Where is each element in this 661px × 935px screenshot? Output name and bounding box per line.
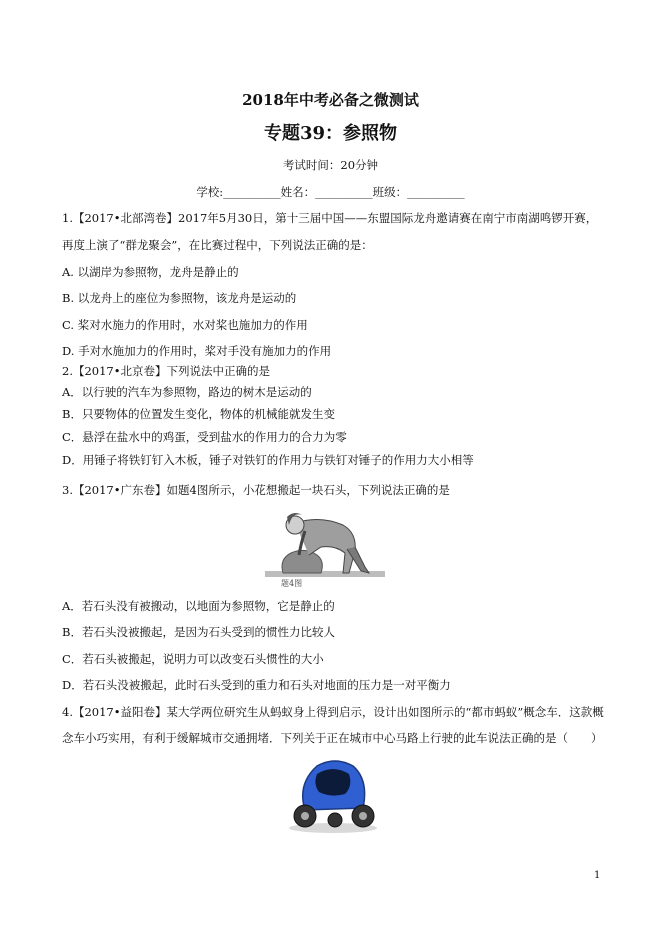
- q1-option-a: A. 以湖岸为参照物，龙舟是静止的: [62, 265, 239, 279]
- page-number: 1: [594, 870, 601, 881]
- q2-option-b: B．只要物体的位置发生变化，物体的机械能就发生变: [62, 407, 335, 421]
- q3-option-a: A．若石头没有被搬动，以地面为参照物，它是静止的: [62, 599, 335, 613]
- q3-stem: 3.【2017•广东卷】如题4图所示，小花想搬起一块石头，下列说法正确的是: [62, 483, 450, 497]
- q1-option-b: B. 以龙舟上的座位为参照物，该龙舟是运动的: [62, 291, 297, 305]
- exam-time: 考试时间：20分钟: [282, 158, 379, 172]
- q3-option-d: D．若石头没被搬起，此时石头受到的重力和石头对地面的压力是一对平衡力: [62, 678, 451, 692]
- q4-stem-line-1: 4.【2017•益阳卷】某大学两位研究生从蚂蚁身上得到启示，设计出如图所示的“都市蚂蚁”概念车．这款概: [62, 705, 604, 719]
- concept-car-illustration: [283, 754, 383, 834]
- q2-option-c: C．悬浮在盐水中的鸡蛋，受到盐水的作用力的合力为零: [62, 430, 347, 444]
- figure-caption: 题4图: [281, 579, 303, 588]
- q2-option-d: D．用锤子将铁钉钉入木板，锤子对铁钉的作用力与铁钉对锤子的作用力大小相等: [62, 453, 474, 467]
- q2-stem: 2.【2017•北京卷】下列说法中正确的是: [62, 364, 271, 378]
- student-info-line: 学校:__________姓名：__________班级：__________: [196, 185, 465, 199]
- doc-subtitle: 专题39：参照物: [263, 123, 398, 144]
- q1-stem-line-2: 再度上演了“群龙聚会”，在比赛过程中，下列说法正确的是：: [62, 238, 373, 252]
- q3-option-c: C．若石头被搬起，说明力可以改变石头惯性的大小: [62, 652, 324, 666]
- q2-option-a: A．以行驶的汽车为参照物，路边的树木是运动的: [62, 385, 312, 399]
- q4-stem-line-2: 念车小巧实用，有利于缓解城市交通拥堵．下列关于正在城市中心马路上行驶的此车说法正确的是（ ）: [62, 731, 603, 745]
- q1-option-d: D. 手对水施加力的作用时，桨对手没有施加力的作用: [62, 344, 332, 358]
- q3-option-b: B．若石头没被搬起，是因为石头受到的惯性力比较人: [62, 625, 335, 639]
- doc-title: 2018年中考必备之微测试: [242, 91, 419, 109]
- figure-ant-concept-car: [283, 754, 383, 834]
- q1-option-c: C. 桨对水施力的作用时，水对桨也施加力的作用: [62, 318, 308, 332]
- figure-girl-lifting-stone: [265, 503, 385, 591]
- q1-stem-line-1: 1.【2017•北部湾卷】2017年5月30日，第十三届中国——东盟国际龙舟邀请赛在南宁市南湖鸣锣开赛，: [62, 211, 598, 225]
